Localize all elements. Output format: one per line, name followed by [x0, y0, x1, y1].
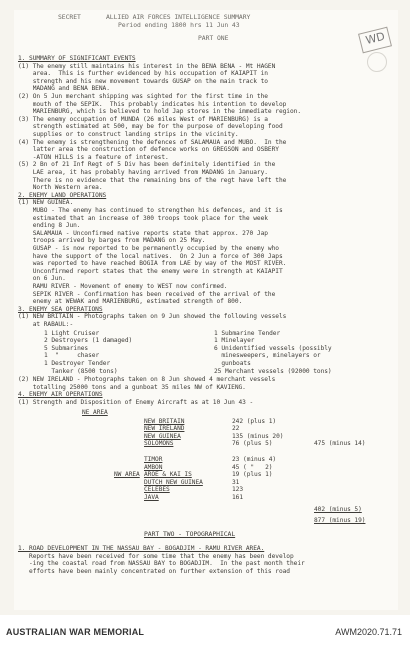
footer-institution: AUSTRALIAN WAR MEMORIAL — [6, 627, 145, 637]
body-line: (2) NEW IRELAND - Photographs taken on 8 Jun showed 4 merchant vessels — [18, 376, 276, 384]
body-line: RAMU RIVER - Movement of enemy to WEST now confirmed. — [18, 283, 228, 290]
vessel-left-item: Tanker (8500 tons) — [44, 367, 118, 375]
section-heading: 2. ENEMY LAND OPERATIONS — [18, 191, 107, 199]
wd-stamp: WD — [358, 27, 392, 54]
body-line: ending 8 Jun. — [18, 222, 81, 230]
body-line: at RABAUL:- — [18, 321, 74, 328]
body-line: SALAMAUA - Unconfirmed native reports state that approx. 270 Jap — [18, 229, 268, 237]
body-line: MUBO - The enemy has continued to strengthen his defences, and it is — [18, 207, 283, 214]
aircraft-count: 19 (plus 1) — [232, 471, 273, 479]
body-line: mouth of the SEPIK. This probably indicates his intention to develop — [18, 100, 287, 108]
body-line: LAE area, it has probably having arrived from MADANG in January. — [18, 169, 268, 176]
body-line: supplies or to construct landing strips in the vicinity. — [18, 131, 239, 138]
vessel-right-item: minesweepers, minelayers or — [214, 352, 321, 360]
body-line: GUSAP - is now reported to be permanently occupied by the enemy who — [18, 245, 279, 252]
aircraft-count: 45 ( " 2) — [232, 463, 273, 471]
body-line: (1) NEW GUINEA. — [18, 199, 74, 207]
body-line: estimated that an increase of 300 troops took place for the week — [18, 214, 268, 222]
body-line: Reports have been received for some time that the enemy has been develop — [18, 552, 294, 560]
vessel-right-item: 1 Submarine Tender — [214, 329, 281, 337]
vessel-right-item: gunboats — [214, 360, 251, 367]
body-line: MADANG and BENA BENA. — [18, 85, 110, 93]
aircraft-location: SOLOMONS — [144, 440, 174, 448]
region-label-ne: NE AREA — [82, 408, 108, 416]
section-heading: 1. ROAD DEVELOPMENT IN THE NASSAU BAY - BOGADJIM - RAMU RIVER AREA. — [18, 545, 265, 552]
classification: SECRET — [58, 13, 81, 21]
aircraft-count: 31 — [232, 478, 240, 486]
footer-accession: AWM2020.71.71 — [335, 627, 402, 637]
body-line: There is no evidence that the remaining bns of the regt have left the — [18, 176, 287, 184]
aircraft-count: 23 (minus 4) — [232, 456, 277, 463]
body-line: latter area the construction of defence works on GREGSON and OSBERY — [18, 146, 279, 154]
vessel-left-item: 1 Destroyer Tender — [44, 360, 111, 367]
aircraft-count: 242 (plus 1) — [232, 417, 277, 425]
body-line: (3) The enemy occupation of MUNDA (26 miles West of MARIENBURG) is a — [18, 115, 268, 123]
body-line: (2) On 5 Jun merchant shipping was sighted for the first time in the — [18, 93, 268, 100]
vessel-right-item: 1 Minelayer — [214, 337, 255, 345]
body-line: strength and his new movement towards GUSAP on the main track to — [18, 77, 268, 85]
nw-total: 402 (minus 5) — [314, 505, 362, 513]
aircraft-count: 161 — [232, 494, 244, 501]
aircraft-location: DUTCH NEW GUINEA — [144, 478, 203, 486]
body-line: strength estimated at 500, may be for the purpose of developing food — [18, 123, 283, 131]
part-two-heading: PART TWO - TOPOGRAPHICAL — [144, 530, 236, 538]
aircraft-location: NEW BRITAIN — [144, 417, 185, 425]
body-line: MARIENBURG, which is believed to hold Jap stores in the immediate region. — [18, 108, 301, 116]
body-line: (5) 2 Bn of 21 Inf Regt of 5 Div has been definitely identified in the — [18, 161, 276, 169]
body-line: efforts have been mainly concentrated on further extension of this road — [18, 567, 290, 575]
summary-title: ALLIED AIR FORCES INTELLIGENCE SUMMARY — [106, 13, 251, 21]
body-line: North Western area. — [18, 184, 103, 192]
paper-sheet — [14, 10, 398, 610]
aircraft-location: TIMOR — [144, 456, 163, 463]
vessel-left-item: 1 " chaser — [44, 352, 100, 360]
aircraft-location: AMBON — [144, 463, 163, 471]
aircraft-location: CELEBES — [144, 486, 170, 494]
aircraft-location: NEW GUINEA — [144, 432, 181, 440]
vessel-left-item: 1 Light Cruiser — [44, 329, 100, 337]
body-line: (1) NEW BRITAIN - Photographs taken on 9 Jun showed the following vessels — [18, 313, 287, 321]
region-label-nw: NW AREA — [114, 471, 140, 479]
aircraft-location: NEW IRELAND — [144, 425, 185, 433]
aircraft-location: JAVA — [144, 494, 159, 501]
body-line: -ing the coastal road from NASSAU BAY to BOGADJIM. In the past month their — [18, 560, 305, 568]
ne-total: 475 (minus 14) — [314, 440, 366, 448]
vessel-left-item: 5 Submarines — [44, 344, 89, 352]
aircraft-count: 22 — [232, 425, 240, 433]
body-line: on 6 Jun. — [18, 275, 66, 283]
section-heading: 3. ENEMY SEA OPERATIONS — [18, 305, 103, 313]
part-one-heading: PART ONE — [198, 34, 229, 42]
body-line: troops arrived by barges from MADANG on 25 May. — [18, 237, 206, 245]
body-line: totalling 25000 tons and a gunboat 35 miles NW of KAVIENG. — [18, 383, 246, 391]
vessel-right-item: 6 Unidentified vessels (possibly — [214, 344, 332, 352]
body-line: -ATON HILLS is a feature of interest. — [18, 153, 169, 161]
grand-total: 877 (minus 19) — [314, 517, 366, 525]
aircraft-count: 76 (plus 5) — [232, 440, 273, 448]
vessel-right-item: 25 Merchant vessels (92000 tons) — [214, 367, 332, 375]
vessel-left-item: 2 Destroyers (1 damaged) — [44, 337, 133, 345]
body-line: was reported to have reached BOGIA from LAE by way of the MOST RIVER. — [18, 260, 287, 268]
section-heading: 4. ENEMY AIR OPERATIONS — [18, 391, 103, 399]
body-line: have the support of the local natives. On 2 Jun a force of 300 Japs — [18, 252, 283, 260]
aircraft-count: 123 — [232, 486, 244, 494]
body-line: area. This is further evidenced by his occupation of KAIAPIT in — [18, 70, 268, 78]
body-line: (1) Strength and Disposition of Enemy Aircraft as at 10 Jun 43 - — [18, 399, 254, 406]
section-heading: 1. SUMMARY OF SIGNIFICANT EVENTS — [18, 55, 136, 62]
body-line: (1) The enemy still maintains his interest in the BENA BENA - Mt HAGEN — [18, 62, 276, 70]
aircraft-location: AROE & KAI IS — [144, 471, 192, 479]
period-line: Period ending 1800 hrs 11 Jun 43 — [118, 21, 240, 29]
body-line: (4) The enemy is strengthening the defences of SALAMAUA and MUBO. In the — [18, 138, 287, 146]
footer-bar — [0, 615, 410, 653]
aircraft-count: 135 (minus 20) — [232, 432, 284, 440]
body-line: Unconfirmed report states that the enemy were in strength at KAIAPIT — [18, 267, 283, 275]
pencil-circle-mark — [367, 52, 387, 72]
body-line: enemy at WEWAK and MARIENBURG, estimated strength of 800. — [18, 298, 243, 306]
body-line: SEPIK RIVER - Confirmation has been received of the arrival of the — [18, 290, 276, 298]
